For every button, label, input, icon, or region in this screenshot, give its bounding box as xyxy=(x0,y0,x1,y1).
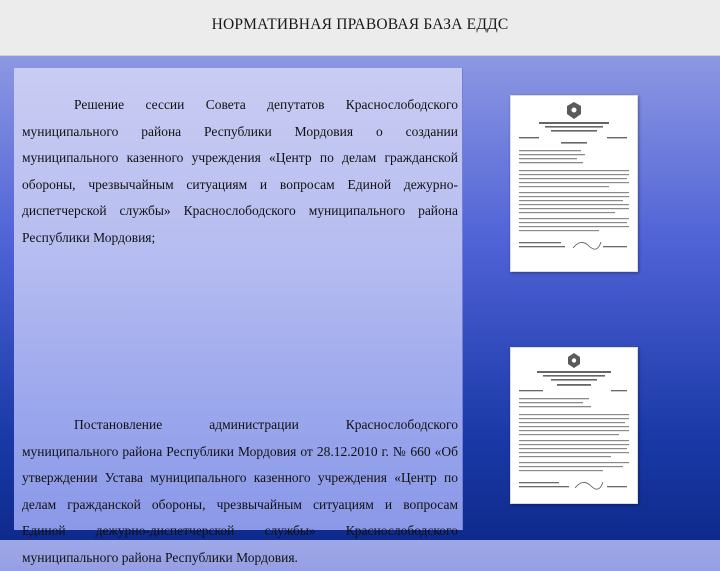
decision-paragraph xyxy=(22,92,458,251)
resolution-document-thumbnail xyxy=(510,347,638,504)
text-panel xyxy=(14,68,463,565)
resolution-text: Постановление администрации Краснослободского муниципального района Республики Мордовия от 28.12.2010 г. № 660 «Об утверждении Устава муниципального казенного учреждения «Центр по делам гражданской обороны, чрезвычайным ситуациям и вопросам Единой дежурно-диспетчерской службы» Краснослободского муниципального района Республики Мордовия. xyxy=(22,417,458,565)
resolution-document-image xyxy=(511,348,637,503)
decision-document-thumbnail xyxy=(510,95,638,272)
decision-text: Решение сессии Совета депутатов Краснослободского муниципального района Республики Мордовия о создании муниципального казенного учреждения «Центр по делам гражданской обороны, чрезвычайным ситуациям и вопросам Единой дежурно-диспетчерской службы» Краснослободского муниципального района Республики Мордовия; xyxy=(22,97,458,245)
resolution-paragraph xyxy=(22,412,458,571)
coat-of-arms-icon xyxy=(568,353,580,368)
slide-title-bar xyxy=(0,0,720,56)
slide-title: НОРМАТИВНАЯ ПРАВОВАЯ БАЗА ЕДДС xyxy=(211,15,509,33)
decision-document-image xyxy=(511,96,637,271)
coat-of-arms-icon xyxy=(567,102,581,119)
